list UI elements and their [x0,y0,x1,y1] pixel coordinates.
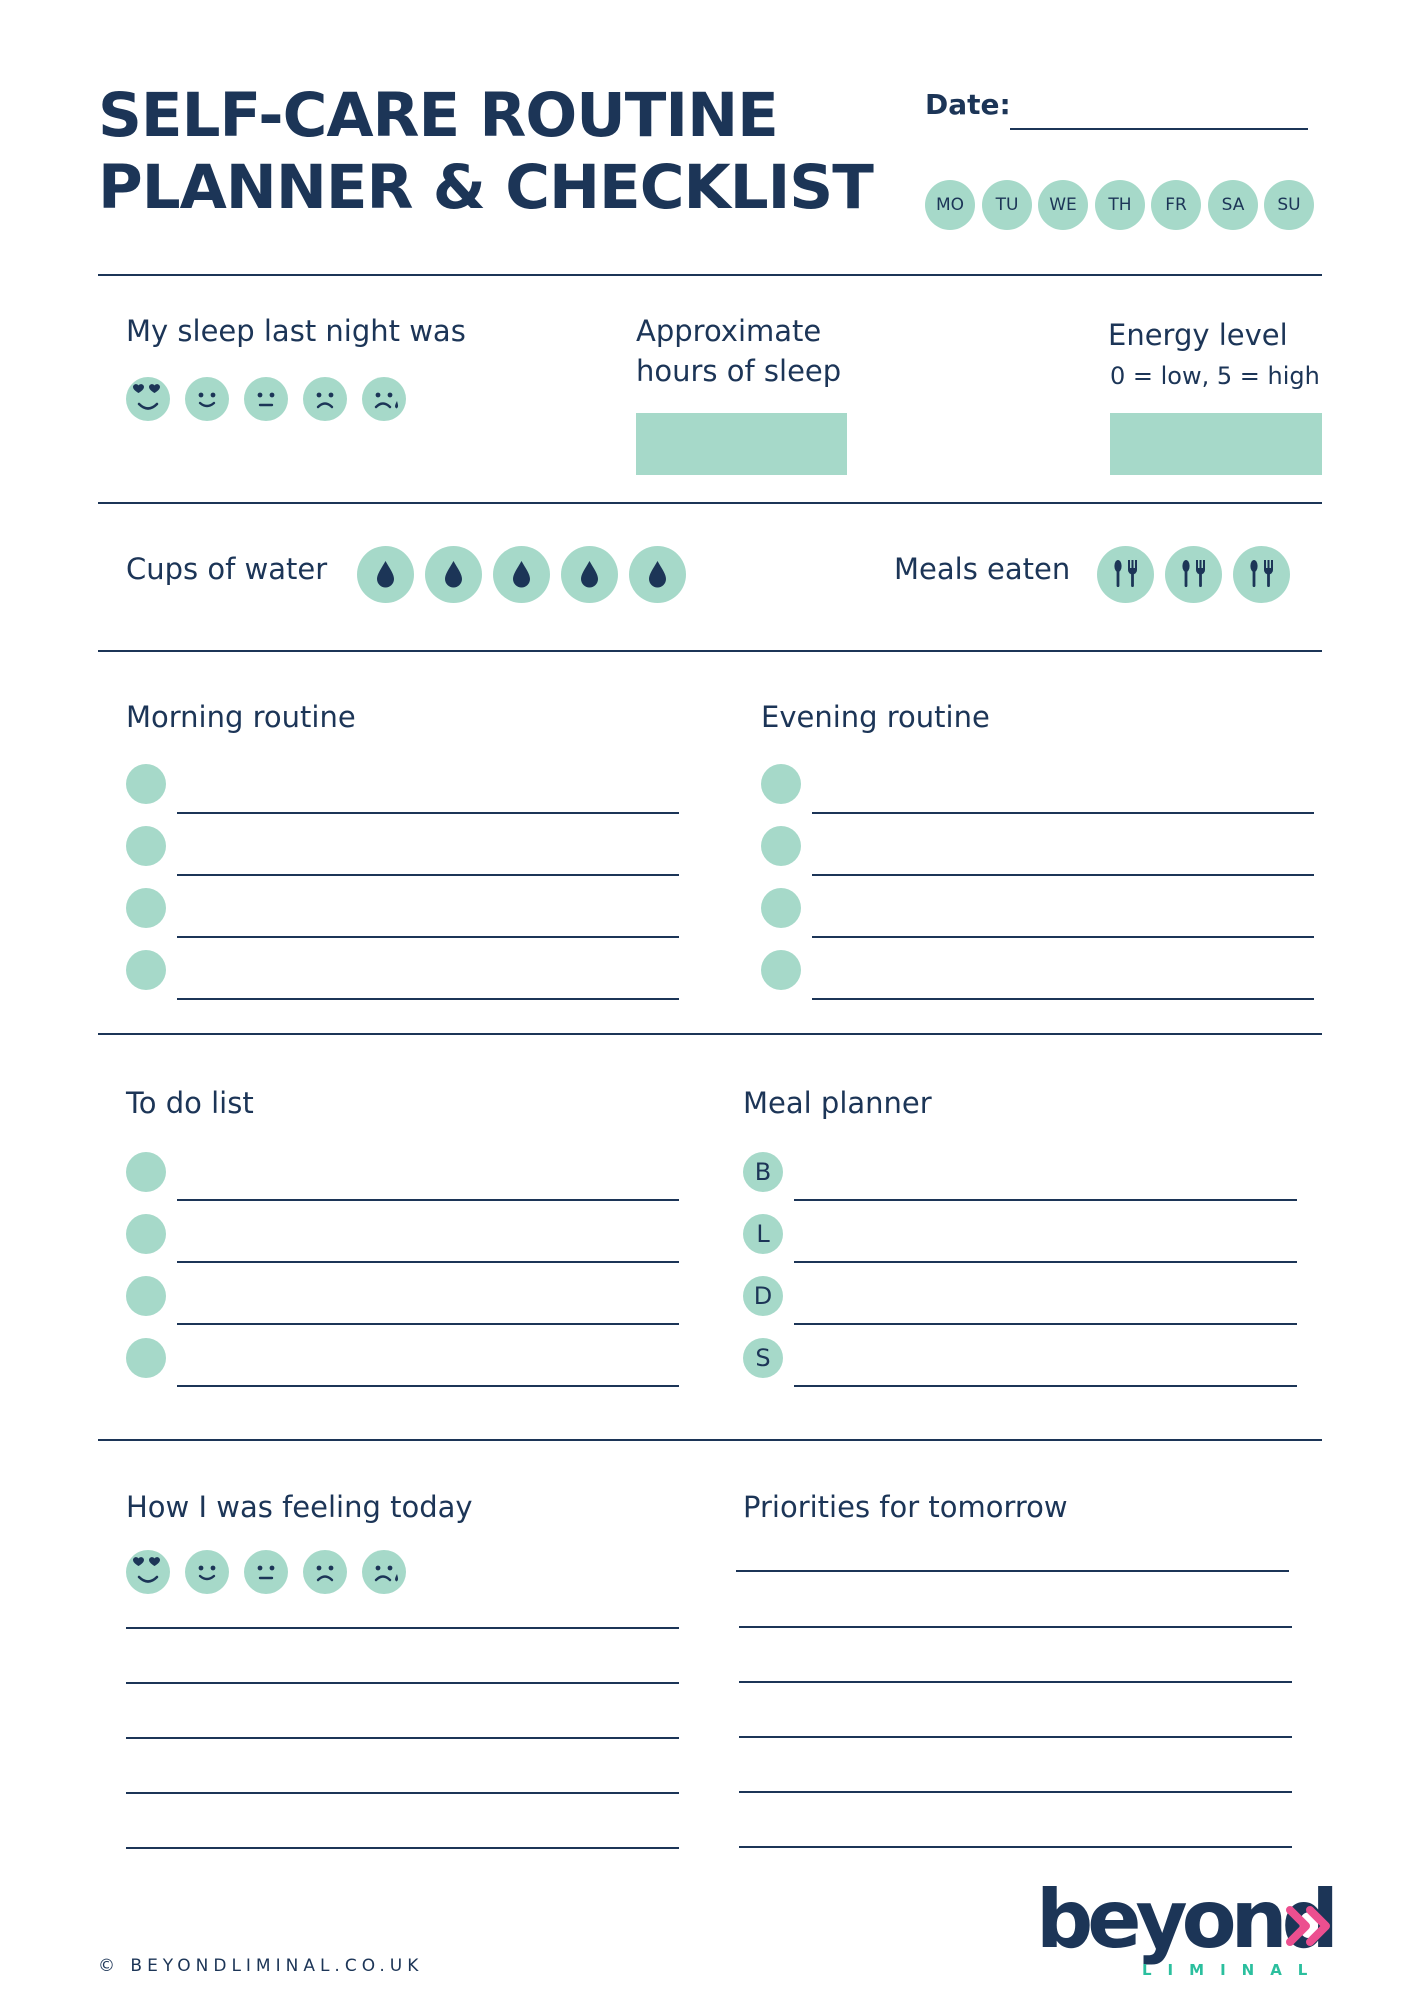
meal-entry-line[interactable] [794,1261,1297,1263]
logo-subtitle: LIMINAL [1142,1961,1324,1979]
feeling-note-line[interactable] [126,1792,679,1794]
meals-label: Meals eaten [894,552,1071,586]
feeling-note-line[interactable] [126,1847,679,1849]
meal-planner-label: Meal planner [743,1086,932,1120]
priority-line[interactable] [736,1570,1289,1572]
cutlery-icon[interactable] [1097,546,1154,603]
todo-checkbox[interactable] [126,1338,166,1378]
water-drop-icon[interactable] [425,546,482,603]
morning-entry-line[interactable] [177,874,679,876]
page-title-line-1: SELF-CARE ROUTINE [98,80,778,151]
hours-label-line-2: hours of sleep [636,354,842,388]
day-fr[interactable]: FR [1151,180,1201,230]
priorities-label: Priorities for tomorrow [743,1490,1068,1524]
frown-face-icon[interactable] [303,1550,347,1594]
morning-entry-line[interactable] [177,812,679,814]
cutlery-icon[interactable] [1233,546,1290,603]
todo-entry-line[interactable] [177,1323,679,1325]
priority-line[interactable] [739,1681,1292,1683]
evening-entry-line[interactable] [812,874,1314,876]
feeling-note-line[interactable] [126,1627,679,1629]
water-drop-icon[interactable] [561,546,618,603]
copyright-text: © BEYONDLIMINAL.CO.UK [98,1956,424,1976]
priority-line[interactable] [739,1846,1292,1848]
morning-checkbox[interactable] [126,826,166,866]
day-tu[interactable]: TU [982,180,1032,230]
morning-checkbox[interactable] [126,950,166,990]
feeling-note-line[interactable] [126,1737,679,1739]
divider [98,502,1322,504]
heart-eyes-face-icon[interactable] [126,1550,170,1594]
date-field[interactable] [1010,128,1308,130]
hours-label-line-1: Approximate [636,314,822,348]
energy-scale-note: 0 = low, 5 = high [1110,362,1320,390]
todo-entry-line[interactable] [177,1199,679,1201]
meal-letter-badge: S [743,1338,783,1378]
todo-entry-line[interactable] [177,1385,679,1387]
priority-line[interactable] [739,1791,1292,1793]
page-title-line-2: PLANNER & CHECKLIST [98,152,873,223]
morning-checkbox[interactable] [126,888,166,928]
morning-entry-line[interactable] [177,936,679,938]
morning-routine-label: Morning routine [126,700,356,734]
smile-face-icon[interactable] [185,377,229,421]
neutral-face-icon[interactable] [244,377,288,421]
water-drop-icon[interactable] [629,546,686,603]
morning-entry-line[interactable] [177,998,679,1000]
evening-entry-line[interactable] [812,936,1314,938]
evening-checkbox[interactable] [761,764,801,804]
meal-entry-line[interactable] [794,1323,1297,1325]
divider [98,1439,1322,1441]
date-label: Date: [925,88,1011,121]
meal-entry-line[interactable] [794,1199,1297,1201]
todo-label: To do list [126,1086,254,1120]
double-chevron-icon [1286,1904,1336,1948]
tearful-face-icon[interactable] [362,1550,406,1594]
feeling-note-line[interactable] [126,1682,679,1684]
day-mo[interactable]: MO [925,180,975,230]
meal-letter-badge: L [743,1214,783,1254]
todo-entry-line[interactable] [177,1261,679,1263]
sleep-label: My sleep last night was [126,314,466,348]
meal-letter-badge: B [743,1152,783,1192]
day-th[interactable]: TH [1095,180,1145,230]
water-label: Cups of water [126,552,328,586]
day-su[interactable]: SU [1264,180,1314,230]
neutral-face-icon[interactable] [244,1550,288,1594]
cutlery-icon[interactable] [1165,546,1222,603]
morning-checkbox[interactable] [126,764,166,804]
evening-routine-label: Evening routine [761,700,990,734]
priority-line[interactable] [739,1626,1292,1628]
heart-eyes-face-icon[interactable] [126,377,170,421]
water-drop-icon[interactable] [493,546,550,603]
day-we[interactable]: WE [1038,180,1088,230]
divider [98,1033,1322,1035]
evening-checkbox[interactable] [761,950,801,990]
frown-face-icon[interactable] [303,377,347,421]
evening-entry-line[interactable] [812,812,1314,814]
divider [98,274,1322,276]
todo-checkbox[interactable] [126,1214,166,1254]
evening-entry-line[interactable] [812,998,1314,1000]
todo-checkbox[interactable] [126,1152,166,1192]
divider [98,650,1322,652]
todo-checkbox[interactable] [126,1276,166,1316]
smile-face-icon[interactable] [185,1550,229,1594]
energy-level-field[interactable] [1110,413,1322,475]
priority-line[interactable] [739,1736,1292,1738]
evening-checkbox[interactable] [761,888,801,928]
tearful-face-icon[interactable] [362,377,406,421]
day-sa[interactable]: SA [1208,180,1258,230]
energy-label: Energy level [1108,318,1288,352]
meal-entry-line[interactable] [794,1385,1297,1387]
meal-letter-badge: D [743,1276,783,1316]
logo-wordmark: beyond [1036,1873,1333,1966]
evening-checkbox[interactable] [761,826,801,866]
water-drop-icon[interactable] [357,546,414,603]
hours-of-sleep-field[interactable] [636,413,847,475]
feeling-label: How I was feeling today [126,1490,473,1524]
